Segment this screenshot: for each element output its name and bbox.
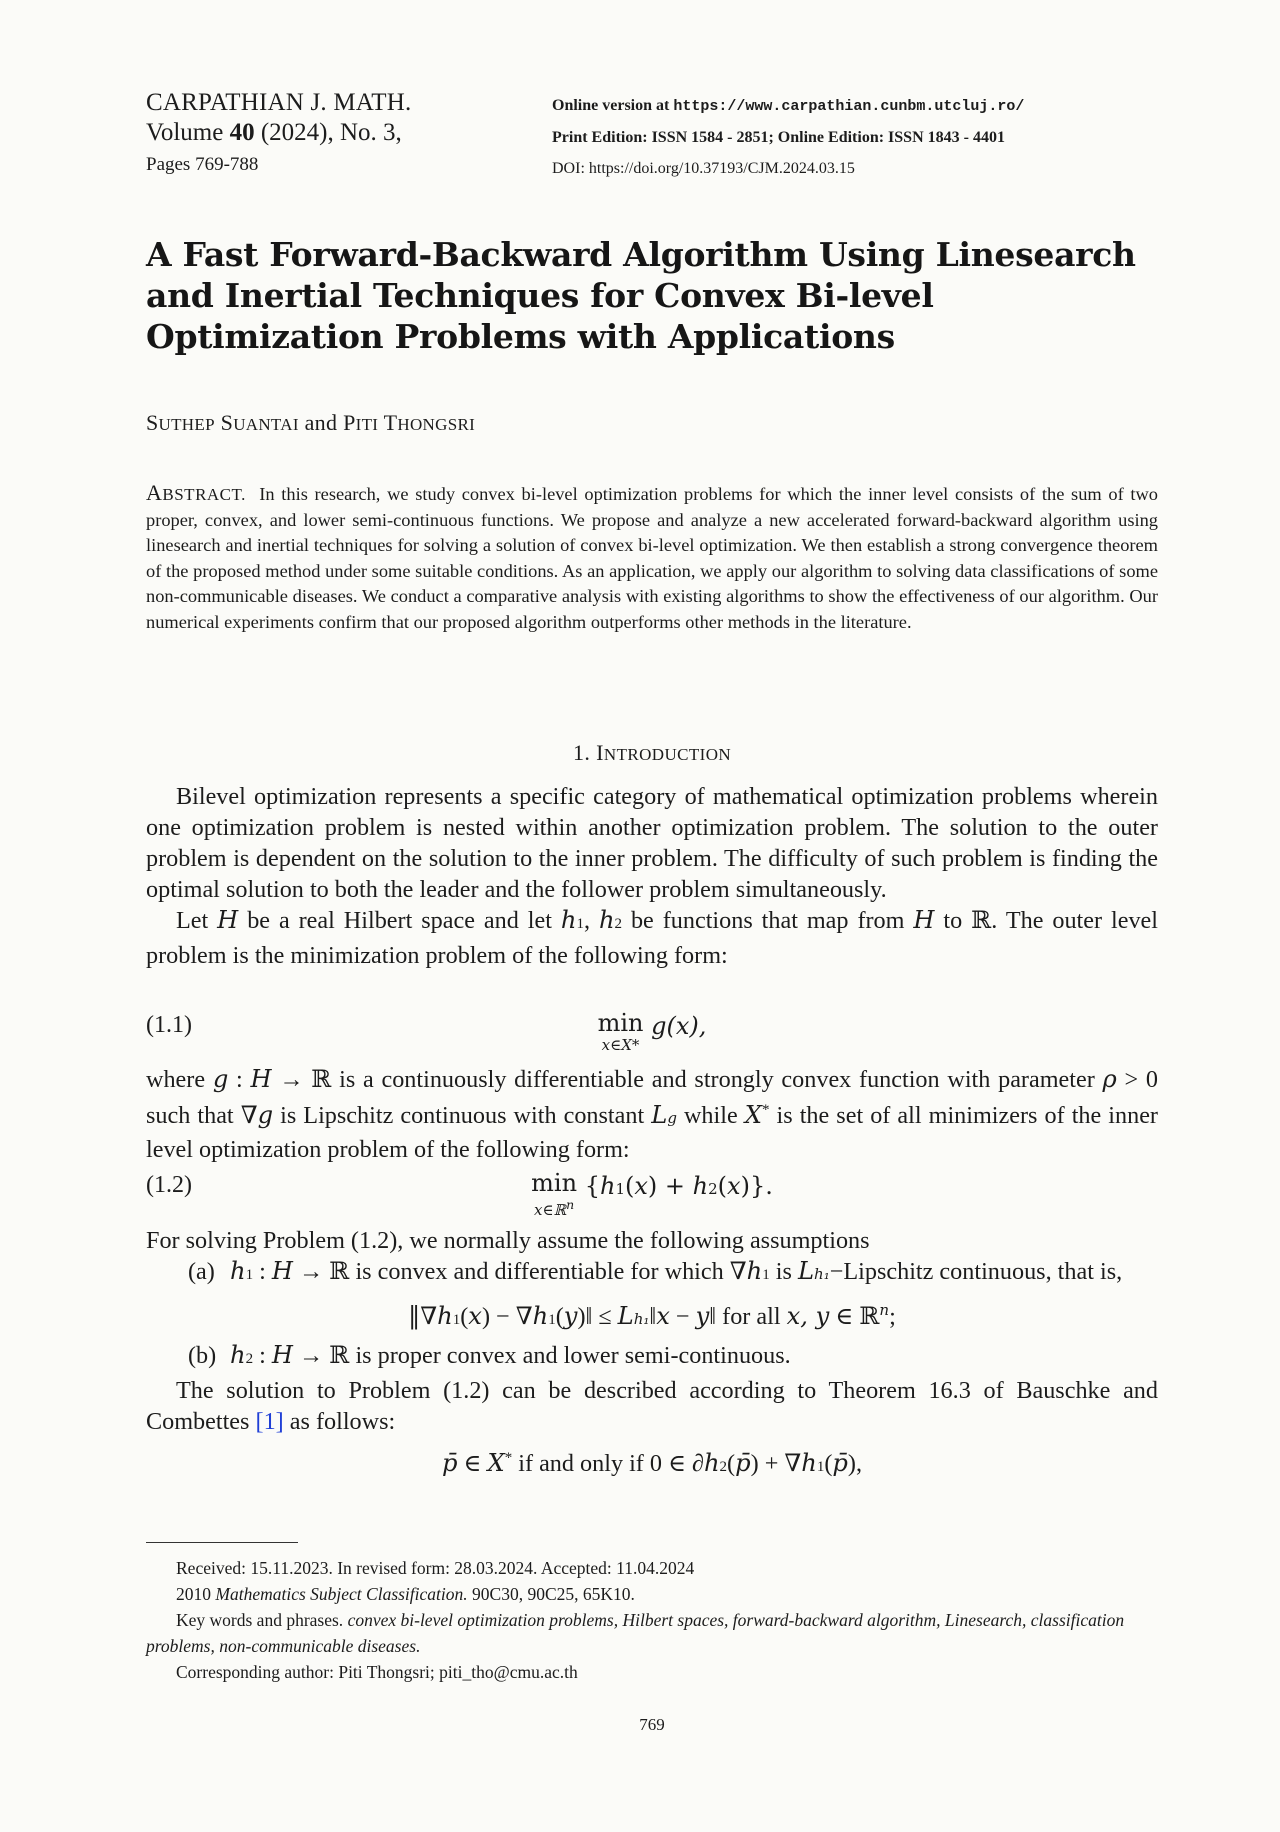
intro-body-3 <box>146 1225 1158 1483</box>
intro-paragraph-5: The solution to Problem (1.2) can be described according to Theorem 16.3 of Bauschke and Combettes [1] as follows: <box>146 1377 1158 1436</box>
journal-header <box>146 88 411 180</box>
corresponding-author: Corresponding author: Piti Thongsri; piti_tho@cmu.ac.th <box>176 1662 578 1682</box>
footnote-rule <box>146 1542 298 1543</box>
keywords: Key words and phrases. convex bi-level optimization problems, Hilbert spaces, forward-backward algorithm, Linesearch, classification problems, non-communicable diseases. <box>146 1610 1125 1656</box>
paper-page: CARPATHIAN J. MATH. Volume 40 (2024), No. 3, Pages 769-788 Online version at https://www.carpathian.cunbm.utcluj.ro/ Print Edition: ISSN 1584 - 2851; Online Edition: ISSN 1843 - 4401 DOI: https://doi.org/10.37193/CJM.2024.03.15 A Fast Forward-Backward Algorithm Using Linesearch and Inertial Techniques for Convex Bi-level Optimization Problems with Applications SUTHEP SUANTAI and PITI THONGSRI ABSTRACT. In this research, we study convex bi-level optimization problems for which the inner level consists of the sum of two proper, convex, and lower semi-continuous functions. We propose and analyze a new accelerated forward-backward algorithm using linesearch and inertial techniques for solving a solution of convex bi-level optimization. We then establish a strong convergence theorem of the proposed method under some suitable conditions. As an application, we apply our algorithm to solving data classifications of some non-communicable diseases. We conduct a comparative analysis with existing algorithms to show the effectiveness of our algorithm. Our numerical experiments confirm that our proposed algorithm outperforms other methods in the literature. 1. INTRODUCTION Bilevel optimization represents a specific category of mathematical optimization problems wherein one optimization problem is nested within another optimization problem. The solution to the outer problem is dependent on the solution to the inner problem. The difficulty of such problem is finding the optimal solution to both the leader and the follower problem simultaneously. Let H be a real Hilbert space and let h1, h2 be functions that map from H to ℝ. The outer level problem is the minimization problem of the following form: (1.1) min x∈X* g(x), where g : H → ℝ is a continuously differentiable and strongly convex function with parameter ρ > 0 such that ∇g is Lipschitz continuous with constant Lg while X* is the set of all minimizers of the inner level optimization problem of the following form: (1.2) min x∈ℝ$^n$ {h1(x) + h2(x)}. For solving Problem (1.2), we normally assume the following assumptions (a) h1 : H → ℝ is convex and differentiable for which ∇h1 is Lh₁−Lipschitz continuous, that is, ‖∇h1(x) − ∇h1(y)‖ ≤ Lh₁‖x − y‖ for all x, y ∈ ℝ$^n$; (b) h2 : H → ℝ is proper convex and lower semi-continuous. The solution to Problem (1.2) can be described according to Theorem 16.3 of Bauschke and Combettes [1] as follows: p̄ ∈ X* if and only if 0 ∈ ∂h2(p̄) + ∇h1(p̄), Received: 15.11.2023. In revised form: 28.03.2024. Accepted: 11.04.2024 2010 Mathematics Subject Classification. 90C30, 90C25, 65K10. Key words and phrases. convex bi-level optimization problems, Hilbert spaces, forward-backward algorithm, Linesearch, classification problems, non-communicable diseases. Corresponding author: Piti Thongsri; piti_tho@cmu.ac.th 769 <box>146 89 1158 1734</box>
assumption-b: (b) h2 : H → ℝ is proper convex and lower semi-continuous. <box>188 1341 791 1370</box>
intro-body-2 <box>146 1064 1158 1165</box>
online-url-link[interactable]: https://www.carpathian.cunbm.utcluj.ro/ <box>673 98 1025 115</box>
optimality-condition: p̄ ∈ X* if and only if 0 ∈ ∂h2(p̄) + ∇h1(p̄), <box>441 1449 863 1478</box>
paper-title: A Fast Forward-Backward Algorithm Using Linesearch and Inertial Techniques for Convex Bi-level Optimization Problems with Applications <box>146 235 1136 356</box>
abstract <box>146 480 1158 636</box>
lipschitz-inequality: ‖∇h1(x) − ∇h1(y)‖ ≤ Lh₁‖x − y‖ for all x, y ∈ ℝ$^n$; <box>408 1301 896 1331</box>
assumption-a: (a) h1 : H → ℝ is convex and differentiable for which ∇h1 is Lh₁−Lipschitz continuous, that is, <box>188 1257 1123 1285</box>
intro-paragraph-4: For solving Problem (1.2), we normally assume the following assumptions <box>146 1227 870 1254</box>
doi-link[interactable]: DOI: https://doi.org/10.37193/CJM.2024.03.15 <box>552 160 855 177</box>
journal-name: CARPATHIAN J. MATH. <box>146 89 412 116</box>
footnotes <box>146 1555 1158 1685</box>
abstract-text: In this research, we study convex bi-level optimization problems for which the inner level consists of the sum of two proper, convex, and lower semi-continuous functions. We propose and analyze a new accelerated forward-backward algorithm using linesearch and inertial techniques for solving a solution of convex bi-level optimization. We then establish a strong convergence theorem of the proposed method under some suitable conditions. As an application, we apply our algorithm to solving data classifications of some non-communicable diseases. We conduct a comparative analysis with existing algorithms to show the effectiveness of our algorithm. Our numerical experiments confirm that our proposed algorithm outperforms other methods in the literature. <box>146 484 1158 632</box>
intro-paragraph-2: Let H be a real Hilbert space and let h1, h2 be functions that map from H to ℝ. The outer level problem is the minimization problem of the following form: <box>146 906 1158 969</box>
online-version: Online version at https://www.carpathian.cunbm.utcluj.ro/ <box>552 97 1025 115</box>
received-dates: Received: 15.11.2023. In revised form: 28.03.2024. Accepted: 11.04.2024 <box>176 1558 695 1578</box>
intro-body-1 <box>146 781 1158 971</box>
publication-info <box>552 90 1024 184</box>
msc-classification: 2010 Mathematics Subject Classification. 90C30, 90C25, 65K10. <box>176 1584 635 1604</box>
intro-paragraph-1: Bilevel optimization represents a specific category of mathematical optimization problems wherein one optimization problem is nested within another optimization problem. The solution to the outer problem is dependent on the solution to the inner problem. The difficulty of such problem is finding the optimal solution to both the leader and the follower problem simultaneously. <box>146 783 1158 903</box>
journal-pages: Pages 769-788 <box>146 154 259 175</box>
section-heading: 1. INTRODUCTION <box>572 740 732 765</box>
issn-line: Print Edition: ISSN 1584 - 2851; Online Edition: ISSN 1843 - 4401 <box>552 129 1005 146</box>
journal-volume: Volume 40 (2024), No. 3, <box>146 119 402 146</box>
abstract-label: ABSTRACT. <box>146 480 246 505</box>
intro-paragraph-3: where g : H → ℝ is a continuously differentiable and strongly convex function with parameter ρ > 0 such that ∇g is Lipschitz continuous with constant Lg while X* is the set of all minimizers of the inner level optimization problem of the following form: <box>146 1065 1158 1164</box>
page-number: 769 <box>639 1715 665 1734</box>
citation-link[interactable]: [1] <box>255 1408 284 1436</box>
authors: SUTHEP SUANTAI and PITI THONGSRI <box>146 410 476 435</box>
